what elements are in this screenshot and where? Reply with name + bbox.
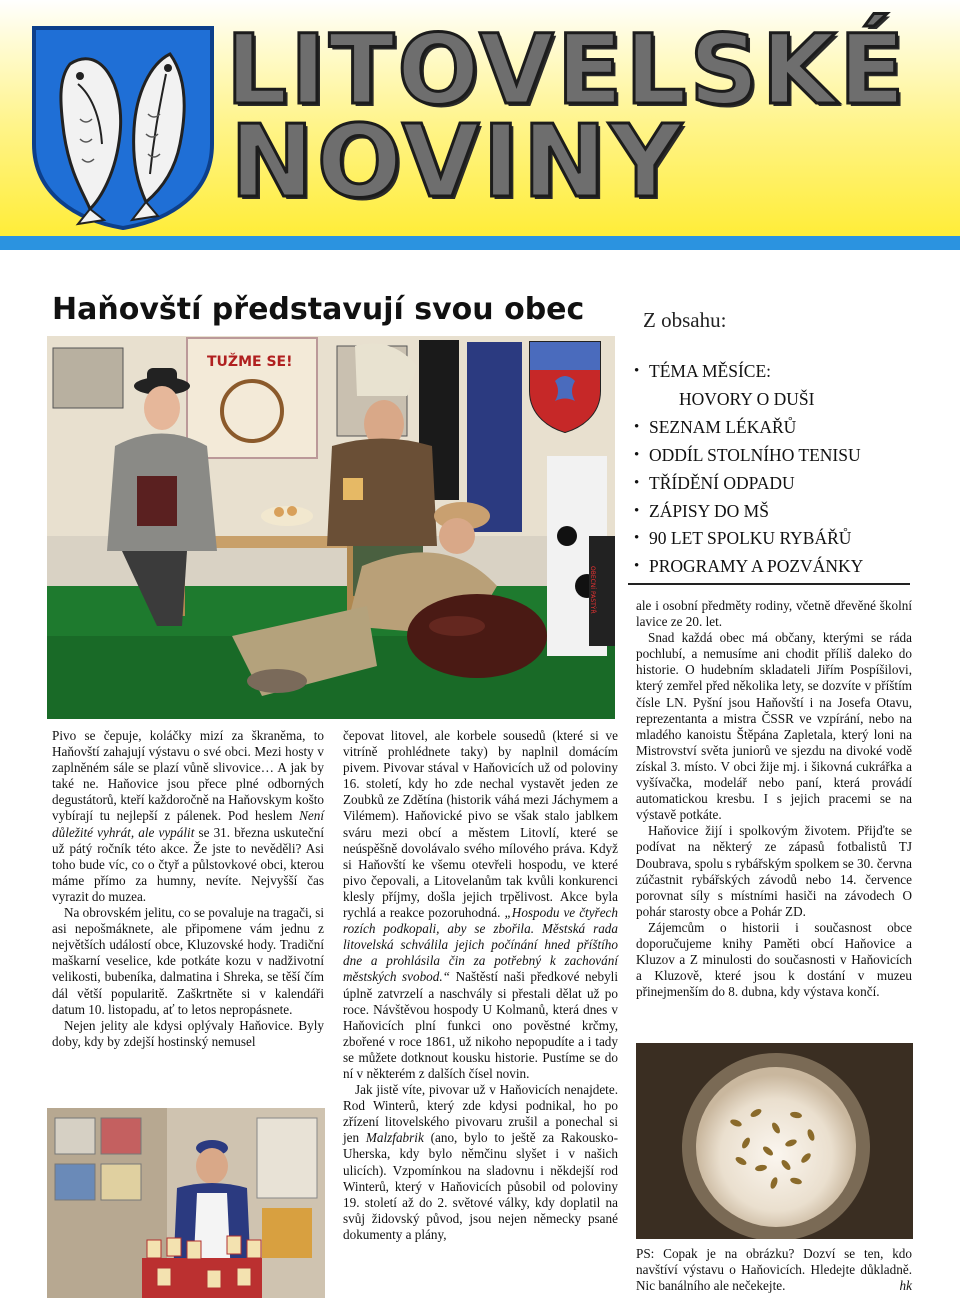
masthead-title-line-2: NOVINY [230, 103, 685, 220]
hanovice-crest-icon [530, 342, 600, 432]
article-paragraph: Jak jistě víte, pivovar už v Haňovicích nenajdete. Rod Winterů, který zde kdysi podnikal, ho po zřízení litovelského pivovaru zrušil a ponechal si jen Malzfabrik (ano, bylo to ještě za Rakousko-Uherska, kdy bylo němčinu slyšet i v našich ulicích). Vzpomínkou na sladovnu i někdejší rod Winterů, který v Haňovicích působil od poloviny 19. století až do 2. světové války, kdy doplatil na svůj židovský původ, jsou nejen německy psané dokumenty a plány, [343, 1082, 619, 1242]
banner-text: TUŽME SE! [207, 354, 293, 370]
coat-of-arms-fish-icon [30, 24, 216, 230]
article-paragraph: Zájemcům o historii i současnost obce doporučujeme knihy Paměti obcí Haňovice a Kluzov a Z minulosti do současnosti v Haňovicích a Kluzově, které jsou k dostání v muzeu přinejmenším do 8. dubna, kdy výstava končí. [636, 919, 912, 1000]
photo-caption: PS: Copak je na obrázku? Dozví se ten, kdo navštíví výstavu o Haňovicích. Hledejte důkladně. Nic banálního ale nečekejte. hk [636, 1246, 912, 1294]
historical-quote: „Hospodu ve čtyřech rozích podkopali, aby se zbořila. Městská rada litovelská schválila jejich počínání hned příštího dne a prohlásila čin za potřebný k zachování městských svobod.“ [343, 905, 618, 985]
article-column-3 [636, 598, 912, 1000]
contents-item: HOVORY O DUŠI [679, 388, 815, 409]
contents-item: • ODDÍL STOLNÍHO TENISU [634, 442, 924, 470]
article-paragraph: Snad každá obec má občany, kterými se ráda pochlubí, a nemusíme ani chodit příliš daleko do historie. O hudebním skladateli Jiřím Pospíšilovi, který zemřel před několika lety, se dozvíte v příštím čísle LN. Pyšní jsou Haňovští i na Josefa Otavu, reprezentanta a mistra ČSSR ve vzpírání, nebo na mladého kanoistu Štěpána Zapletala, který loni na Mistrovství světa juniorů ve sjezdu na divoké vodě získal 3. místo. V obci žije mj. i šikovná cukrářka a vyšívačka, modelář nebo paní, která provádí automatickou kresbu. I s jejich pracemi se na výstavě potkáte. [636, 630, 912, 823]
contents-item: • TŘÍDĚNÍ ODPADU [634, 470, 924, 498]
contents-item: • PROGRAMY A POZVÁNKY [634, 553, 924, 581]
contents-item: • SEZNAM LÉKAŘŮ [634, 414, 924, 442]
article-paragraph: Na obrovském jelitu, co se povaluje na tragači, si asi nepošmáknete, ale připomene vám jednu z největších událostí obce, Kluzovské hody. Tradiční maškarní veselice, kde potkáte kozu v nadživotní velikosti, bubeníka, dalmatina i Shreka, se těší čím dál větší popularitě. Zaškrtněte si v kalendáři datum 10. listopadu, ať to letos nepropásnete. [52, 905, 325, 1017]
article-paragraph: Pivo se čepuje, koláčky mizí za škraněma, to Haňovští zahajují výstavu o své obci. Mezi hosty v zaplněném sále se plazí vůně slivovice… A jak by také ne. Haňovice jsou přece plné odborných degustátorů, kteří každoročně na Haňovskym košto vybírají tu nejlepší z pálenek. Pod heslem Není důležité vyhrát, ale vypálit se 31. března uskuteční už pátý ročník této akce. Že jste to nevěděli? Asi toho bude víc, co o čtyř a půlstovkové obci, kterou máme přímo za humny, nevíte. Nejvyšší čas vyrazit do muzea. [52, 728, 325, 904]
magnifier-photo [636, 1043, 913, 1239]
contents-list [634, 358, 924, 581]
bottom-photo [47, 1108, 325, 1298]
contents-heading: Z obsahu: [643, 308, 727, 332]
masthead [0, 0, 960, 250]
contents-divider [628, 583, 910, 585]
contents-item: • TÉMA MĚSÍCE: [634, 358, 924, 386]
article-paragraph: Haňovice žijí i spolkovým životem. Přijďte se podívat na některý ze zápasů fotbalistů TJ Doubrava, spolu s rybářským spolkem se 30. června zúčastnit rybářských závodů nebo 14. července porovnat síly s místními hasiči na závodech O pohár starosty obce a Pohár ZD. [636, 823, 912, 919]
slogan-text: Není důležité vyhrát, ale vypálit [52, 808, 325, 840]
article-paragraph: Nejen jelity ale kdysi oplývaly Haňovice. Byly doby, kdy by zdejší hostinský nemusel [52, 1017, 324, 1049]
article-paragraph: čepovat litovel, ale korbele sousedů (které si ve vitríně prohlédnete taky) by naplnil domácím pivem. Pivovar stával v Haňovicích už od poloviny 16. století, kdy ho zde nechal vystavět jeden ze Zoubků ze Zdětína (historik váhá mezi Jáchymem a Vilémem). Haňovické pivo se však stalo jablkem sváru mezi obcí a městem Litovlí, které se neúspěšně dovolávalo svého mílového práva. Když si Haňovští ke všemu otevřeli hospodu, ve které pivo čepovali, a Litovelanům tak kvůli konkurenci klesly příjmy, došla jejich trpělivost. Akce byla rychlá a reakce pozoruhodná. „Hospodu ve čtyřech rozích podkopali, aby se zbořila. Městská rada litovelská schválila jejich počínání hned příštího dne a prohlásila čin za potřebný k zachování městských svobod.“ Naštěstí naši předkové nebyli úplně zatvrzelí a naschvály si přestali dělat už po roce. Návštěvou hospody U Kolmanů, která dnes v Haňovicích plní funkci ono pověstné krčmy, zbořené v roce 1861, už nikoho nepopudíte a i tady se můžete dotknout kousku historie. Pustíme se do ní v některém z dalších čísel novin. [343, 728, 619, 1081]
article-column-2 [343, 728, 618, 1243]
author-signature: hk [899, 1278, 912, 1294]
sign-text: OBECNÍ PASTÝŘ [589, 566, 596, 614]
masthead-title-line-1: LITOVELSKÉ [226, 14, 908, 126]
contents-item: • 90 LET SPOLKU RYBÁŘŮ [634, 525, 924, 553]
main-photo [47, 336, 615, 719]
article-headline: Haňovští představují svou obec [52, 292, 585, 327]
masthead-stripe [0, 236, 960, 250]
article-column-1 [52, 728, 324, 1050]
malzfabrik-term: Malzfabrik [365, 1130, 424, 1146]
contents-item: • ZÁPISY DO MŠ [634, 498, 924, 526]
article-paragraph: ale i osobní předměty rodiny, včetně dřevěné školní lavice ze 20. let. [636, 598, 912, 630]
